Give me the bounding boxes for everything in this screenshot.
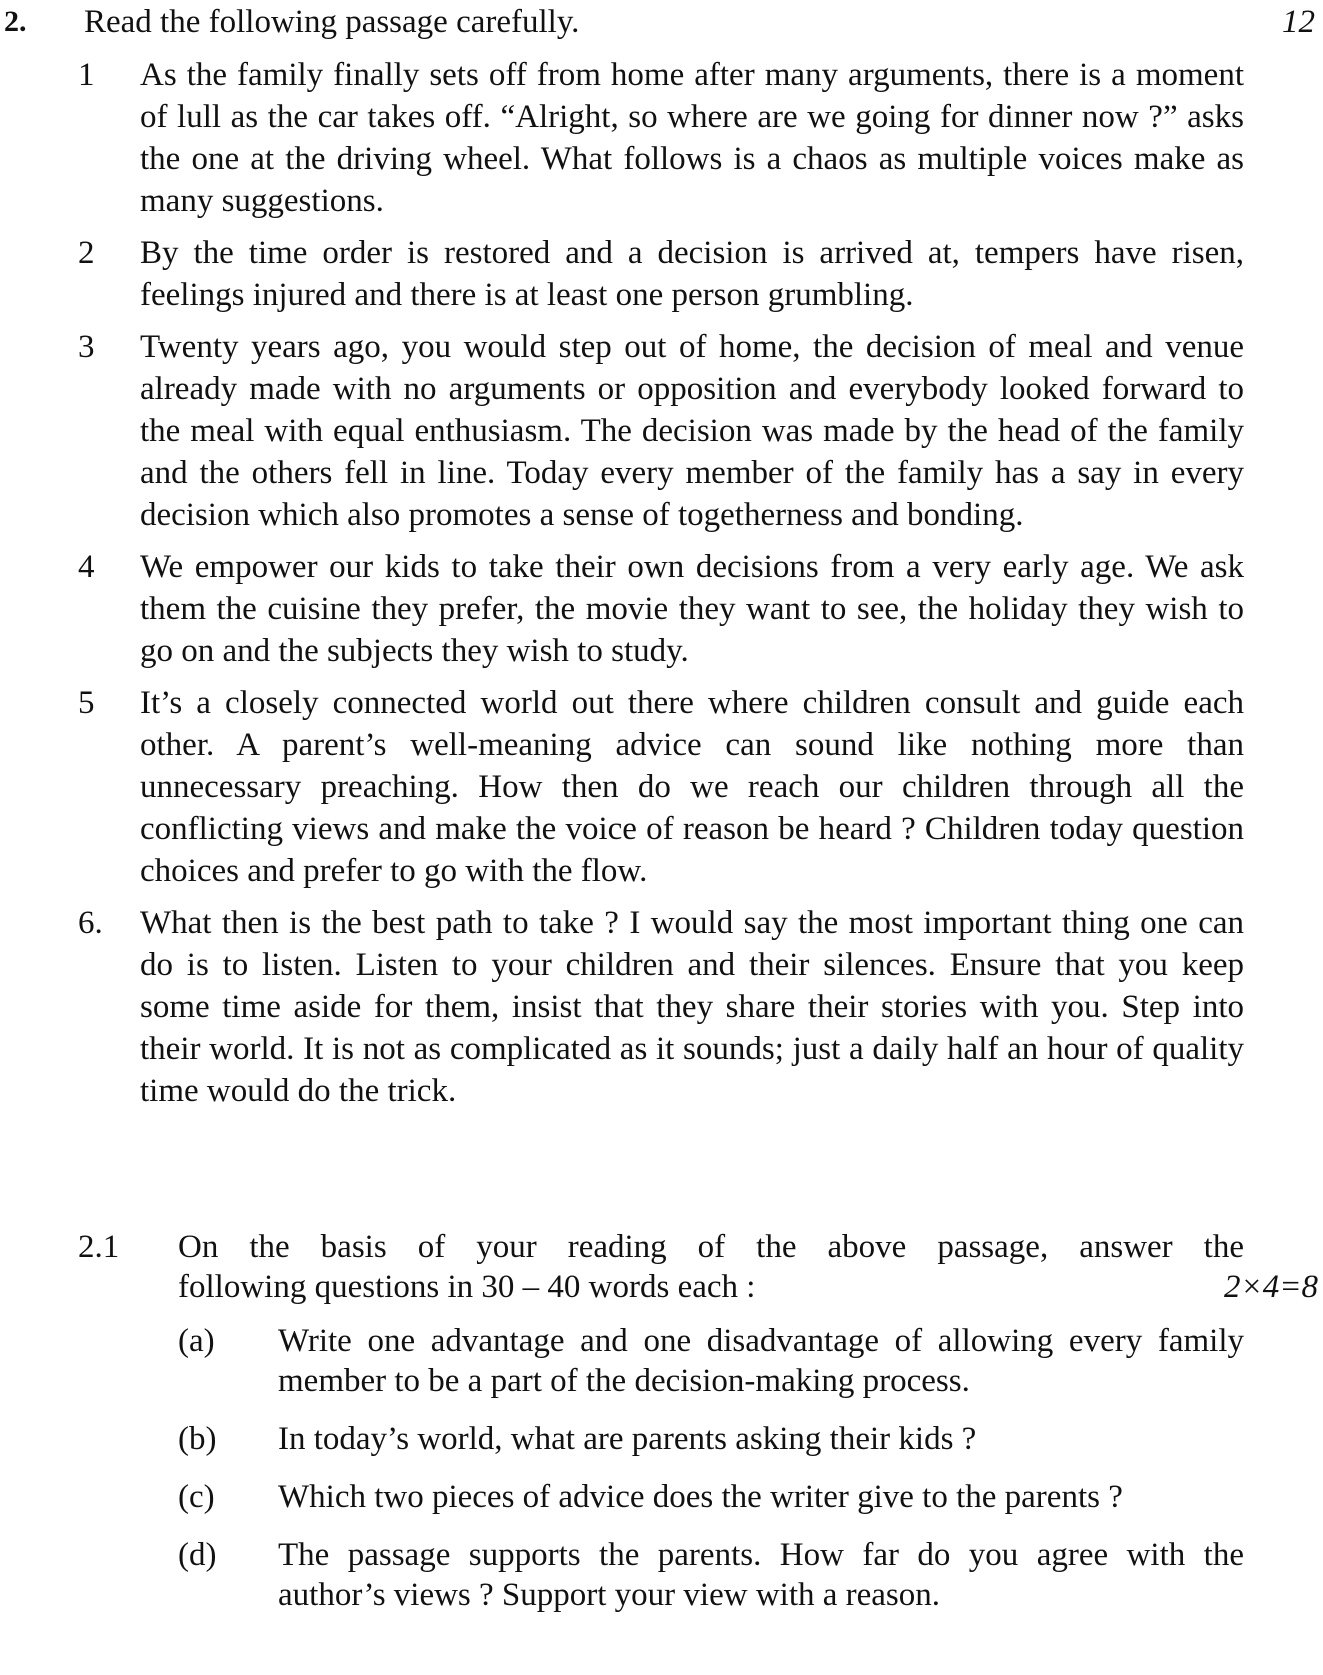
passage xyxy=(78,54,1244,1122)
question-number: 2. xyxy=(4,5,27,38)
paragraph-text: By the time order is restored and a decision is arrived at, tempers have risen, feelings injured and there is at least one person grumbling. xyxy=(140,235,1244,313)
question-instruction: Read the following passage carefully. xyxy=(84,4,580,40)
sub-question-item xyxy=(178,1321,1244,1401)
paragraph-number: 5 xyxy=(78,685,95,721)
sub-question-instruction-line1: On the basis of your reading of the above passage, answer the xyxy=(178,1229,1244,1265)
paragraph-text: What then is the best path to take ? I would say the most important thing one can do is to listen. Listen to your children and their silences. Ensure that you keep some time aside for them, insist that they share their stories with you. Step into their world. It is not as complicated as it sounds; just a daily half an hour of quality time would do the trick. xyxy=(140,905,1244,1109)
item-label: (c) xyxy=(178,1479,215,1515)
item-label: (a) xyxy=(178,1323,215,1359)
paragraph-text: As the family finally sets off from home after many arguments, there is a moment of lull as the car takes off. “Alright, so where are we going for dinner now ?” asks the one at the driving wheel. What follows is a chaos as multiple voices make as many suggestions. xyxy=(140,57,1244,219)
passage-paragraph xyxy=(78,232,1244,316)
passage-paragraph xyxy=(78,682,1244,892)
item-text: Which two pieces of advice does the writer give to the parents ? xyxy=(278,1479,1123,1515)
paragraph-number: 3 xyxy=(78,329,95,365)
paragraph-number: 6. xyxy=(78,905,103,941)
passage-paragraph xyxy=(78,546,1244,672)
item-label: (d) xyxy=(178,1537,217,1573)
paragraph-text: We empower our kids to take their own decisions from a very early age. We ask them the cuisine they prefer, the movie they want to see, the holiday they wish to go on and the subjects they wish to study. xyxy=(140,549,1244,669)
sub-question-header xyxy=(78,1227,1318,1307)
sub-question-items xyxy=(178,1321,1244,1615)
item-text: Write one advantage and one disadvantage of allowing every family member to be a part of the decision-making process. xyxy=(278,1323,1244,1399)
paragraph-text: It’s a closely connected world out there where children consult and guide each other. A parent’s well-meaning advice can sound like nothing more than unnecessary preaching. How then do we reach our children through all the conflicting views and make the voice of reason be heard ? Children today question choices and prefer to go with the flow. xyxy=(140,685,1244,889)
sub-question-item xyxy=(178,1535,1244,1615)
sub-question-instruction-line2: following questions in 30 – 40 words each : xyxy=(178,1269,756,1305)
passage-paragraph xyxy=(78,902,1244,1112)
sub-question-number: 2.1 xyxy=(78,1229,120,1265)
paragraph-number: 1 xyxy=(78,57,95,93)
sub-question-instruction xyxy=(178,1227,1244,1307)
paragraph-number: 4 xyxy=(78,549,95,585)
item-text: In today’s world, what are parents asking their kids ? xyxy=(278,1421,977,1457)
sub-question-item xyxy=(178,1419,1244,1459)
sub-question-item xyxy=(178,1477,1244,1517)
item-label: (b) xyxy=(178,1421,217,1457)
sub-question xyxy=(78,1227,1318,1633)
item-text: The passage supports the parents. How far do you agree with the author’s views ? Support your view with a reason. xyxy=(278,1537,1244,1613)
paragraph-number: 2 xyxy=(78,235,95,271)
question-marks: 12 xyxy=(1282,4,1315,40)
passage-paragraph xyxy=(78,326,1244,536)
paragraph-text: Twenty years ago, you would step out of home, the decision of meal and venue already made with no arguments or opposition and everybody looked forward to the meal with equal enthusiasm. The decision was made by the head of the family and the others fell in line. Today every member of the family has a say in every decision which also promotes a sense of togetherness and bonding. xyxy=(140,329,1244,533)
passage-paragraph xyxy=(78,54,1244,222)
sub-question-marks: 2×4=8 xyxy=(1223,1269,1318,1305)
